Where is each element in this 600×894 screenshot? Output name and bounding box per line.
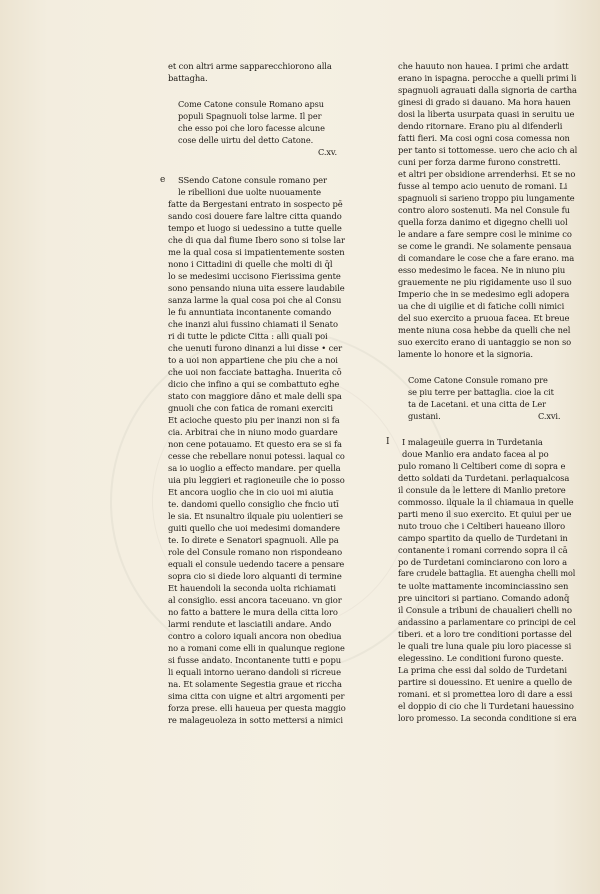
text-line: le sia. Et nsunaltro ilquale piu uolentieri se [168,511,343,521]
text-line: me la qual cosa si impatientemente sosten [168,247,345,257]
text-line: cesse che rebellare nonui potessi. laqual co [168,451,345,461]
text-line: pre uincitori si partiano. Comando adonq̄ [398,593,570,603]
text-line: Et ancora uoglio che in cio uoi mi aiutia [168,487,334,497]
text-line: ginesi di grado si dauano. Ma hora hauen [398,97,571,107]
text-line: lo se medesimi uccisono Fierissima gente [168,271,341,281]
chapter-number: C.xv. [318,147,337,157]
initial-letter: I [386,437,390,447]
text-line: nuto trouo che i Celtiberi haueano illoro [398,521,566,531]
initial-letter: e [160,175,166,185]
text-line: sopra cio si diede loro alquanti di termine [168,571,342,581]
text-line: detto soldati da Turdetani. perlaqualcosa [398,473,570,483]
text-line: La prima che essi dal soldo de Turdetani [398,665,567,675]
text-line: dendo ritornare. Erano piu al difenderli [398,121,563,131]
text-line: commosso. ilquale la il chiamaua in quelle [398,497,574,507]
text-line: spagnuoli si sarieno troppo piu lungamente [398,193,575,203]
text-line: grauemente ne piu rigidamente uso il suo [398,277,572,287]
text-line: tempo et luogo si uedessino a tutte quelle [168,223,342,233]
text-line: I malageuile guerra in Turdetania [402,437,543,447]
text-line: re malageuoleza in sotto mettersi a nimici [168,715,343,725]
text-line: lamente lo honore et la signoria. [398,349,533,359]
text-line: al consiglio. essi ancora taceuano. vn gior [168,595,342,605]
text-line: contro a coloro iquali ancora non obediua [168,631,342,641]
text-line: fatti fieri. Ma cosi ogni cosa comessa non [398,133,570,143]
text-line: to a uoi non appartiene che piu che a noi [168,355,338,365]
text-line: gnuoli che con fatica de romani exerciti [168,403,333,413]
text-line: che uoi non facciate battagha. Inuerita cō [168,367,342,377]
text-line: del suo exercito a pruoua facea. Et breue [398,313,570,323]
text-line: erano in ispagna. perocche a quelli primi li [398,73,577,83]
text-line: dosi la liberta usurpata quasi in seruitu ue [398,109,575,119]
text-line: il consule da le lettere di Manlio pretore [398,485,566,495]
text-line: uia piu leggieri et ragioneuile che io posso [168,475,345,485]
text-line: el doppio di cio che li Turdetani hauessino [398,701,574,711]
text-line: po de Turdetani cominciarono con loro a [398,557,568,567]
text-line: mente niuna cosa hebbe da quelli che nel [398,325,571,335]
text-line: le quali tre luna quale piu loro piacesse si [398,641,572,651]
text-line: esso medesimo le facea. Ne in niuno piu [398,265,566,275]
text-line: cuni per forza darme furono constretti. [398,157,561,167]
text-line: equali el consule uedendo tacere a pensare [168,559,345,569]
chapter-heading-line: che esso poi che loro facesse alcune [178,123,325,133]
text-line: SSendo Catone consule romano per [178,175,327,185]
text-line: le fu annuntiata incontanente comando [168,307,332,317]
text-line: che hauuto non hauea. I primi che ardatt [398,61,569,71]
text-line: te uolte mattamente incominciassino sen [398,581,569,591]
text-line: fusse al tempo acio uenuto de romani. Li [398,181,568,191]
text-line: no a romani come elli in qualunque regione [168,643,345,653]
text-line: si fusse andato. Incontanente tutti e popu [168,655,341,665]
text-line: spagnuoli agrauati dalla signoria de cartha [398,85,577,95]
text-line: non cene potauamo. Et questo era se si fa [168,439,342,449]
text-line: partire si douessino. Et uenire a quello de [398,677,572,687]
text-line: sima citta con uigne et altri argomenti per [168,691,345,701]
text-line: Et hauendoli la seconda uolta richiamati [168,583,336,593]
chapter-heading-line: Come Catone consule Romano apsu [178,99,324,109]
text-line: battagha. [168,73,208,83]
text-line: loro promesso. La seconda conditione si era [398,713,577,723]
text-line: le andare a fare sempre cosi le minime co [398,229,572,239]
text-line: se come le grandi. Ne solamente pensaua [398,241,572,251]
text-line: doue Manlio era andato facea al po [402,449,549,459]
text-line: te. dandomi quello consiglio che fncio utī [168,499,339,509]
chapter-heading-line: Come Catone Consule romano pre [408,375,548,385]
text-line: na. Et solamente Segestia graue et riccha [168,679,342,689]
text-line: tiberi. et a loro tre conditioni portasse del [398,629,572,639]
text-line: contanente i romani correndo sopra il cā [398,545,568,555]
text-line: nono i Cittadini di quelle che molti di q̄l [168,259,333,269]
text-line: et con altri arme sapparecchiorono alla [168,61,332,71]
text-line: cia. Arbitrai che in niuno modo guardare [168,427,338,437]
text-line: ua che di uigilie et di fatiche colli nimici [398,301,565,311]
text-line: sando cosi douere fare laltre citta quando [168,211,342,221]
text-line: che di qua dal fiume Ibero sono si tolse lar [168,235,345,245]
text-line: sa io uoglio a effecto mandare. per quella [168,463,341,473]
text-line: te. Io direte e Senatori spagnuoli. Alle pa [168,535,339,545]
text-line: stato con maggiore dāno et male delli spa [168,391,342,401]
chapter-heading-line: ta de Lacetani. et una citta de Ler [408,399,546,409]
text-line: il Consule a tribuni de chaualieri chelli no [398,605,572,615]
text-line: romani. et si promettea loro di dare a essi [398,689,573,699]
text-line: le ribellioni due uolte nuouamente [178,187,322,197]
text-line: dicio che infino a qui se combattuto eghe [168,379,340,389]
text-line: fare crudele battaglia. Et auengha chelli mol [398,569,576,578]
text-line: Imperio che in se medesimo egli adopera [398,289,570,299]
text-line: guiti quello che uoi medesimi domandere [168,523,340,533]
text-line: che inanzi alui fussino chiamati il Senato [168,319,338,329]
text-line: pulo romano li Celtiberi come di sopra e [398,461,566,471]
text-line: di comandare le cose che a fare erano. ma [398,253,575,263]
text-line: fatte da Bergestani entrato in sospecto pē [168,199,343,209]
text-line: per tanto si tottomesse. uero che acio ch al [398,145,578,155]
chapter-heading-line: cose delle uirtu del detto Catone. [178,135,314,145]
text-line: che uenuti furono dinanzi a lui disse • cer [168,343,343,353]
text-line: larmi rendute et lasciatili andare. Ando [168,619,332,629]
chapter-heading-line: populi Spagnuoli tolse larme. Il per [178,111,322,121]
text-line: et altri per obsidione arrenderhsi. Et se no [398,169,576,179]
text-line: ri di tutte le pdicte Citta : alli quali poi [168,331,328,341]
text-line: andassino a parlamentare co principi de cel [398,617,576,627]
text-line: contro aloro sostenuti. Ma nel Consule fu [398,205,570,215]
text-line: suo exercito erano di uantaggio se non so [398,337,572,347]
text-line: sanza larme la qual cosa poi che al Consu [168,295,342,305]
text-line: elegessino. Le conditioni furono queste. [398,653,564,663]
text-line: campo spartito da quello de Turdetani in [398,533,568,543]
text-line: sono pensando niuna uita essere laudabile [168,283,345,293]
chapter-heading-line: se piu terre per battaglia. cioe la cit [408,387,554,397]
chapter-number: C.xvi. [538,411,561,421]
text-line: no fatto a battere le mura della citta loro [168,607,338,617]
text-line: Et acioche questo piu per inanzi non si fa [168,415,340,425]
text-line: quella forza danimo et digegno chelli uol [398,217,568,227]
text-line: parti meno il suo exercito. Et quiui per ue [398,509,572,519]
text-line: forza prese. elli haueua per questa maggio [168,703,346,713]
chapter-heading-line: gustani. [408,411,441,421]
text-line: li equali intorno uerano dandoli si ricreue [168,667,341,677]
text-line: role del Consule romano non rispondeano [168,547,343,557]
